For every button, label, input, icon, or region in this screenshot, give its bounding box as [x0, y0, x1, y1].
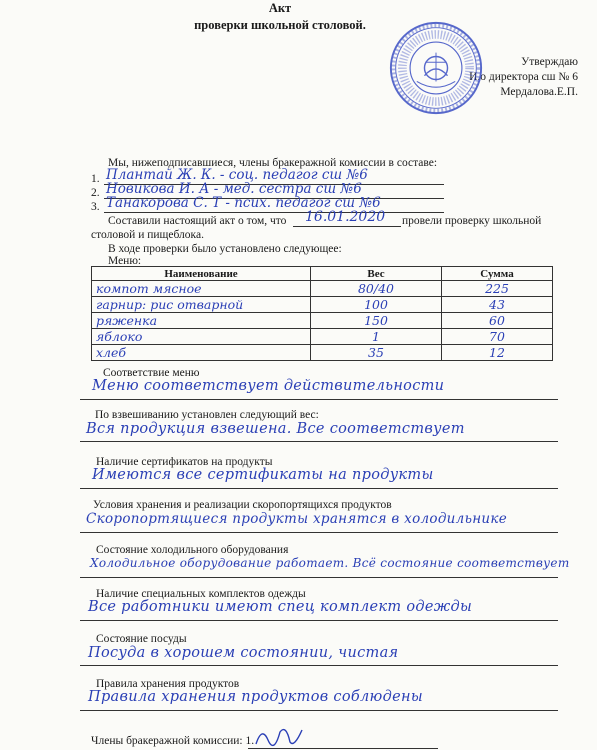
title-line-1: Акт [268, 1, 292, 15]
member-1-value: Плантай Ж. К. - соц. педагог сш №6 [106, 167, 368, 183]
table-row [92, 329, 553, 345]
act-suffix: провели проверку школьной [402, 215, 542, 227]
section-label-storage-rules: Правила хранения продуктов [96, 678, 240, 690]
row-sum: 60 [442, 313, 553, 329]
row-name: яблоко [92, 329, 311, 345]
section-underline [80, 532, 558, 533]
approval-line-3: Мердалова.Е.П. [500, 86, 578, 98]
commission-text: Мы, нижеподписавшиеся, члены бракеражной комиссии в составе: [108, 157, 438, 169]
member-3-underline [104, 212, 444, 213]
section-value-menu-conformity: Меню соответствует действительности [92, 378, 445, 394]
row-name: хлеб [92, 345, 311, 361]
section-label-certificates: Наличие сертификатов на продукты [96, 456, 273, 468]
round-seal-icon [388, 20, 484, 116]
section-label-perishables: Условия хранения и реализации скоропортящихся продуктов [93, 499, 392, 511]
row-sum: 70 [442, 329, 553, 345]
title-line-2: проверки школьной столовой. [194, 18, 366, 32]
menu-table [91, 266, 553, 361]
row-weight: 1 [311, 329, 442, 345]
section-underline [80, 488, 558, 489]
menu-table-header [92, 267, 553, 281]
footer-signature-line [248, 748, 438, 749]
member-3-value: Танакорова С. Т - псих. педагог сш №6 [106, 195, 381, 211]
col-header-sum: Сумма [442, 267, 553, 281]
section-underline [80, 665, 558, 666]
row-sum: 12 [442, 345, 553, 361]
table-row [92, 345, 553, 361]
section-value-dishes: Посуда в хорошем состоянии, чистая [88, 645, 399, 661]
section-underline [80, 710, 558, 711]
section-underline [80, 577, 558, 578]
act-line-2: столовой и пищеблока. [91, 229, 204, 241]
row-weight: 150 [311, 313, 442, 329]
row-name: компот мясное [92, 281, 311, 297]
footer-members-label: Члены бракеражной комиссии: 1. [91, 735, 255, 747]
signature-icon [250, 722, 310, 750]
row-sum: 43 [442, 297, 553, 313]
row-weight: 80/40 [311, 281, 442, 297]
member-2-value: Новикова И. А - мед. сестра сш №6 [106, 181, 362, 197]
act-date-underline [293, 226, 401, 227]
approval-block [468, 55, 578, 100]
section-value-certificates: Имеются все сертификаты на продукты [92, 467, 434, 483]
section-value-fridge: Холодильное оборудование работает. Всё состояние соответствует [90, 556, 570, 570]
found-text: В ходе проверки было установлено следующее: [108, 243, 342, 255]
section-underline [80, 441, 558, 442]
row-weight: 35 [311, 345, 442, 361]
section-underline [80, 620, 558, 621]
section-value-storage-rules: Правила хранения продуктов соблюдены [88, 689, 423, 705]
section-label-weighing: По взвешиванию установлен следующий вес: [95, 409, 319, 421]
section-value-uniforms: Все работники имеют спец комплект одежды [88, 599, 473, 615]
act-date: 16.01.2020 [305, 209, 386, 225]
row-name: ряженка [92, 313, 311, 329]
section-label-fridge: Состояние холодильного оборудования [96, 544, 289, 556]
row-sum: 225 [442, 281, 553, 297]
col-header-name: Наименование [92, 267, 311, 281]
section-value-perishables: Скоропортящиеся продукты хранятся в холодильнике [86, 511, 508, 527]
table-row [92, 281, 553, 297]
table-row [92, 313, 553, 329]
approval-line-1: Утверждаю [521, 56, 578, 68]
member-1-num: 1. [91, 173, 100, 185]
member-3-num: 3. [91, 201, 100, 213]
act-prefix: Составили настоящий акт о том, что [108, 215, 287, 227]
table-row [92, 297, 553, 313]
section-label-uniforms: Наличие специальных комплектов одежды [96, 588, 306, 600]
section-label-menu-conformity: Соответствие меню [103, 367, 200, 379]
section-value-weighing: Вся продукция взвешена. Все соответствует [86, 421, 465, 437]
row-weight: 100 [311, 297, 442, 313]
row-name: гарнир: рис отварной [92, 297, 311, 313]
col-header-weight: Вес [311, 267, 442, 281]
approval-line-2: И.о директора сш № 6 [469, 71, 578, 83]
menu-label: Меню: [108, 255, 142, 267]
member-2-num: 2. [91, 187, 100, 199]
section-underline [80, 399, 558, 400]
section-label-dishes: Состояние посуды [96, 633, 187, 645]
